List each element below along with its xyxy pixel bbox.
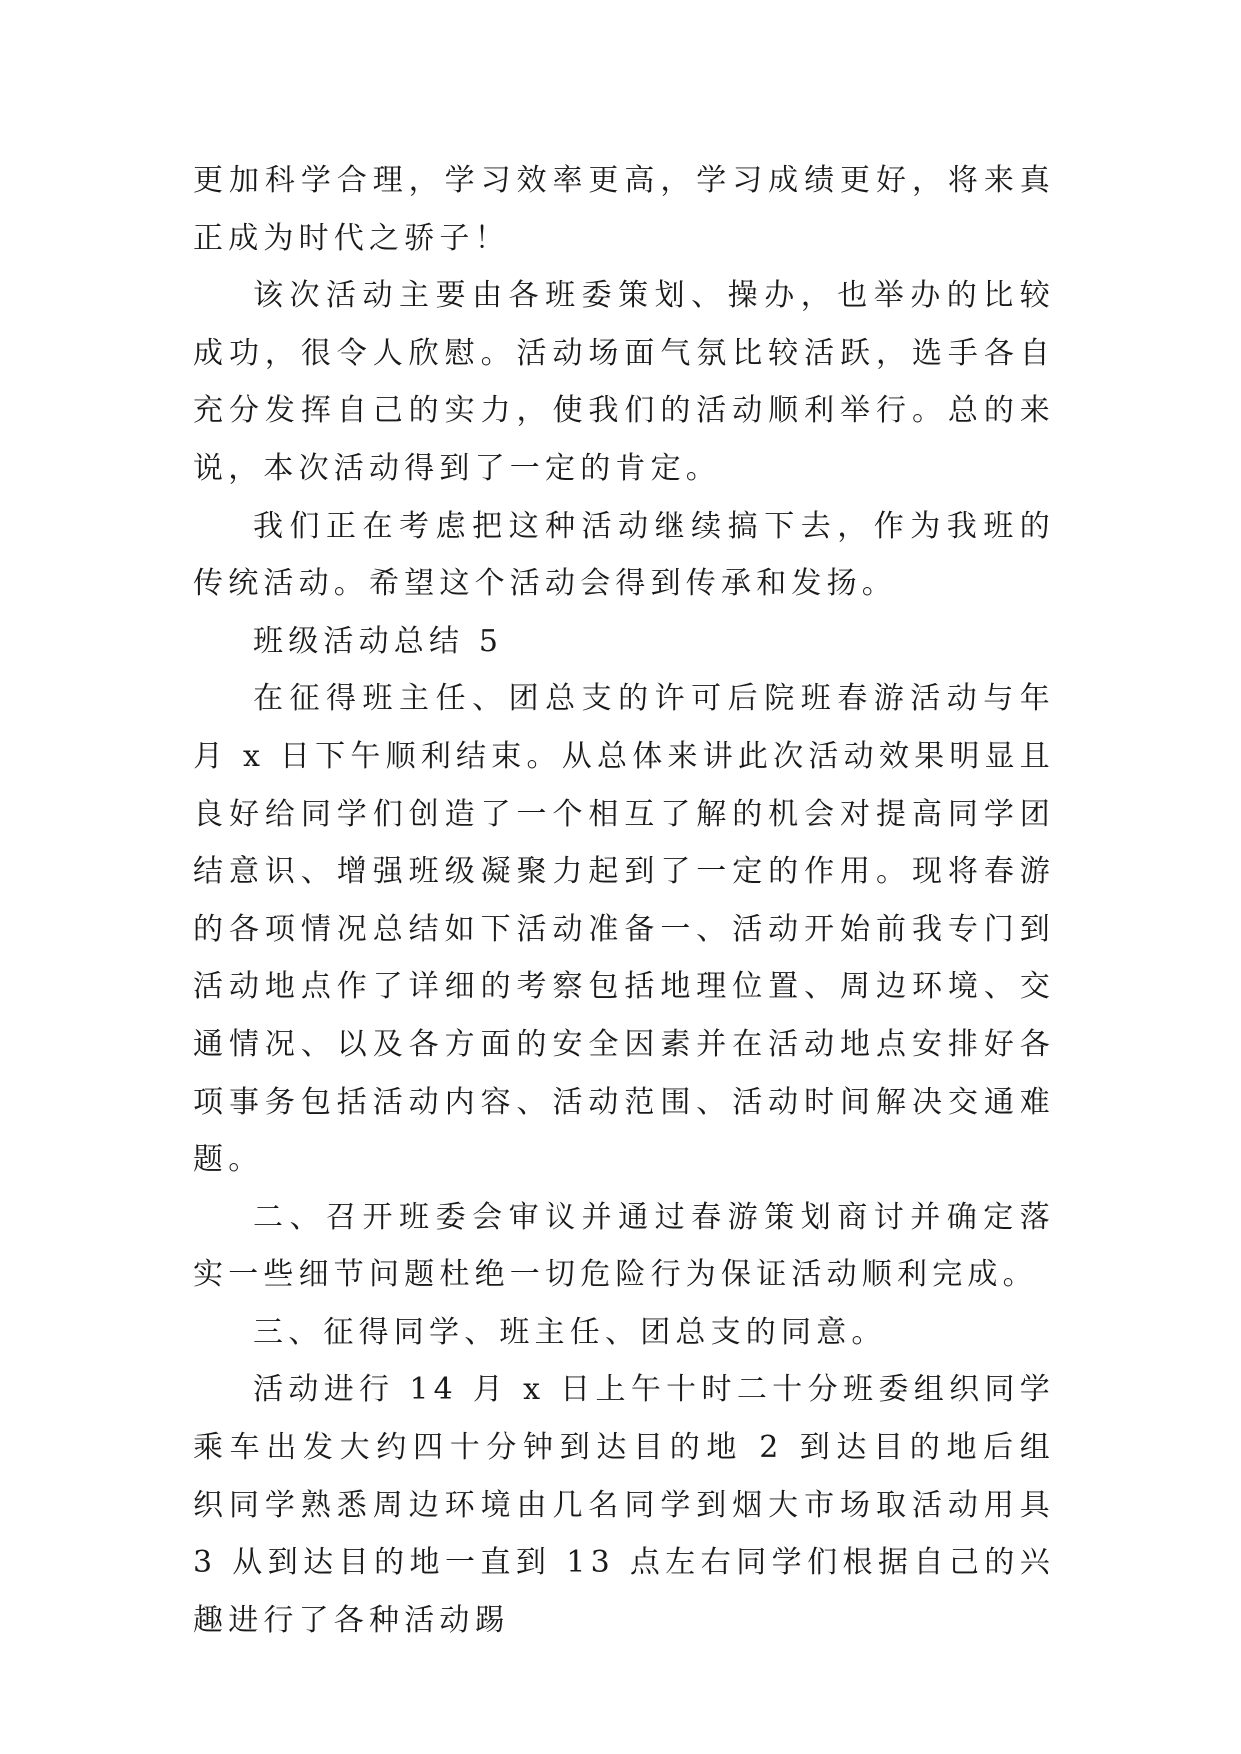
paragraph-1: 更加科学合理，学习效率更高，学习成绩更好，将来真正成为时代之骄子！ bbox=[193, 163, 1055, 256]
paragraph-3: 我们正在考虑把这种活动继续搞下去，作为我班的传统活动。希望这个活动会得到传承和发扬。 bbox=[193, 508, 1055, 602]
paragraph-2: 该次活动主要由各班委策划、操办，也举办的比较成功，很令人欣慰。活动场面气氛比较活跃，选手各自充分发挥自己的实力，使我们的活动顺利举行。总的来说，本次活动得到了一定的肯定。 bbox=[193, 278, 1055, 486]
paragraph-8: 活动进行 14 月 x 日上午十时二十分班委组织同学乘车出发大约四十分钟到达目的地 2 到达目的地后组织同学熟悉周边环境由几名同学到烟大市场取活动用具 3 从到达目的地一直到 13 点左右同学们根据自己的兴趣进行了各种活动踢 bbox=[193, 1372, 1055, 1638]
document-body bbox=[193, 152, 1055, 1649]
paragraph-7: 三、征得同学、班主任、团总支的同意。 bbox=[253, 1314, 887, 1350]
paragraph-6: 二、召开班委会审议并通过春游策划商讨并确定落实一些细节问题杜绝一切危险行为保证活动顺利完成。 bbox=[193, 1199, 1055, 1293]
paragraph-5: 在征得班主任、团总支的许可后院班春游活动与年月 x 日下午顺利结束。从总体来讲此次活动效果明显且良好给同学们创造了一个相互了解的机会对提高同学团结意识、增强班级凝聚力起到了一定的作用。现将春游的各项情况总结如下活动准备一、活动开始前我专门到活动地点作了详细的考察包括地理位置、周边环境、交通情况、以及各方面的安全因素并在活动地点安排好各项事务包括活动内容、活动范围、活动时间解决交通难题。 bbox=[193, 681, 1055, 1178]
section-heading: 班级活动总结 5 bbox=[253, 623, 504, 659]
